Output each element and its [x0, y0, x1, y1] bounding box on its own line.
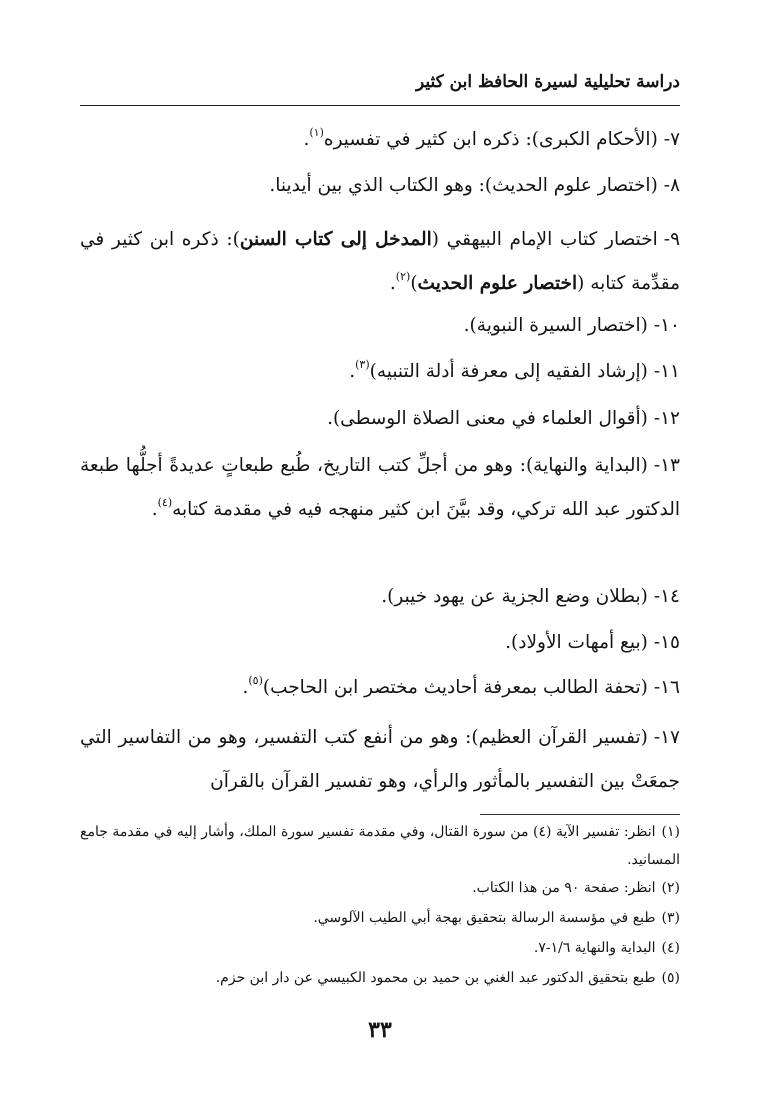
item-number: ٧-: [663, 129, 680, 150]
footnote-divider: [480, 814, 680, 815]
book-title-bold: المدخل إلى كتاب السنن: [239, 229, 432, 250]
footnote-number: (٣): [661, 910, 680, 926]
footnote-ref[interactable]: (٣): [355, 358, 370, 371]
item-text: (البداية والنهاية): وهو من أجلِّ كتب التاريخ، طُبع طبعاتٍ عديدةً أجلُّها طبعة الدكتور عبد الله تركي، وقد بيَّنَ ابن كثير منهجه فيه في مقدمة كتابه: [80, 455, 680, 520]
list-item-7: [80, 118, 680, 162]
list-item-16: [80, 666, 680, 710]
item-text: (بطلان وضع الجزية عن يهود خيبر).: [381, 586, 648, 607]
item-end: .: [303, 129, 310, 150]
item-text: (اختصار علوم الحديث): وهو الكتاب الذي بين أيدينا.: [269, 175, 658, 196]
item-number: ٨-: [663, 175, 680, 196]
item-number: ١٠-: [653, 315, 680, 336]
item-text-cont: ): [410, 273, 418, 294]
item-number: ١١-: [653, 361, 680, 382]
item-number: ١٣-: [653, 455, 680, 476]
item-number: ١٤-: [653, 586, 680, 607]
footnote-text: طبع في مؤسسة الرسالة بتحقيق بهجة أبي الطيب الآلوسي.: [313, 910, 656, 926]
list-item-12: [80, 397, 680, 441]
list-item-8: [80, 164, 680, 208]
item-end: .: [389, 273, 396, 294]
item-number: ١٥-: [653, 632, 680, 653]
item-end: .: [242, 677, 249, 698]
footnote-1: [80, 818, 680, 874]
item-number: ١٢-: [653, 408, 680, 429]
page-number: ٣٣: [368, 1017, 392, 1043]
item-text: (أقوال العلماء في معنى الصلاة الوسطى).: [327, 408, 648, 429]
item-text: اختصار كتاب الإمام البيهقي (: [431, 229, 658, 250]
item-text: (إرشاد الفقيه إلى معرفة أدلة التنبيه): [369, 361, 648, 382]
running-header: دراسة تحليلية لسيرة الحافظ ابن كثير: [416, 72, 680, 92]
list-item-10: [80, 304, 680, 348]
footnote-number: (٤): [661, 940, 680, 956]
footnote-ref[interactable]: (٤): [157, 496, 173, 509]
header-divider: [80, 105, 680, 106]
item-text: (اختصار السيرة النبوية).: [463, 315, 648, 336]
footnote-text: البداية والنهاية ١/٦-٧.: [533, 940, 656, 956]
footnote-number: (٢): [661, 880, 680, 896]
footnote-2: [80, 874, 680, 902]
item-text: (تحفة الطالب بمعرفة أحاديث مختصر ابن الحاجب): [262, 677, 648, 698]
item-text: (تفسير القرآن العظيم): وهو من أنفع كتب التفسير، وهو من التفاسير التي جمعَتْ بين التفسير بالمأثور والرأي، وهو تفسير القرآن بالقرآن: [80, 727, 680, 792]
list-item-11: [80, 350, 680, 394]
footnote-4: [80, 934, 680, 962]
footnote-ref[interactable]: (٢): [395, 270, 411, 283]
footnote-number: (٥): [661, 970, 680, 986]
item-end: .: [349, 361, 356, 382]
list-item-9: [80, 218, 680, 306]
footnote-5: [80, 964, 680, 992]
item-text: (بيع أمهات الأولاد).: [505, 632, 648, 653]
footnote-ref[interactable]: (٥): [248, 674, 263, 687]
book-title-bold: اختصار علوم الحديث: [417, 273, 578, 294]
list-item-15: [80, 621, 680, 665]
item-end: .: [151, 499, 158, 520]
footnote-text: طبع بتحقيق الدكتور عبد الغني بن حميد بن محمود الكبيسي عن دار ابن حزم.: [215, 970, 656, 986]
list-item-14: [80, 575, 680, 619]
item-text-cont: ): ذكره ابن كثير في مقدِّمة كتابه (: [80, 229, 680, 294]
footnote-ref[interactable]: (١): [309, 126, 324, 139]
list-item-13: [80, 444, 680, 532]
footnote-3: [80, 904, 680, 932]
item-text: (الأحكام الكبرى): ذكره ابن كثير في تفسيره: [323, 129, 658, 150]
item-number: ٩-: [663, 229, 680, 250]
footnote-number: (١): [661, 824, 681, 840]
list-item-17: [80, 716, 680, 804]
footnote-text: انظر: تفسير الآية (٤) من سورة القتال، وفي مقدمة تفسير سورة الملك، وأشار إليه في مقدمة جامع المسانيد.: [80, 824, 680, 868]
item-number: ١٧-: [653, 727, 680, 748]
item-number: ١٦-: [653, 677, 680, 698]
footnote-text: انظر: صفحة ٩٠ من هذا الكتاب.: [472, 880, 656, 896]
